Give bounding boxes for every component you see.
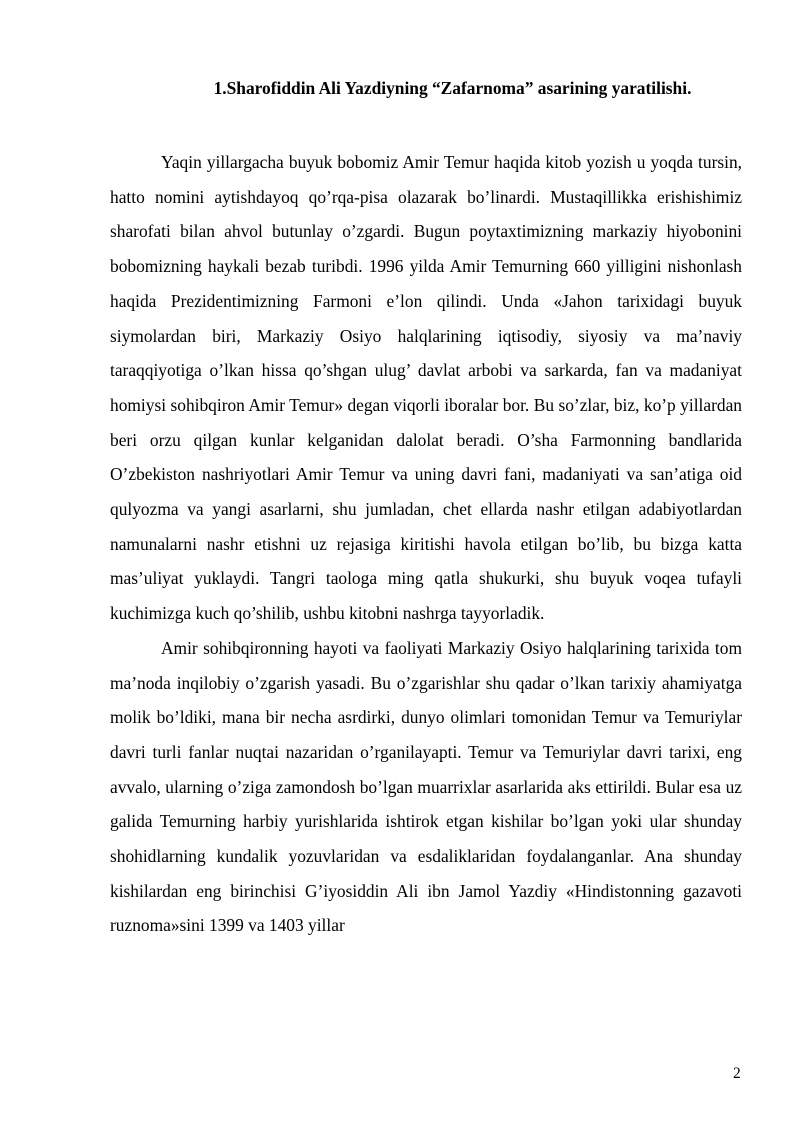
section-heading: 1.Sharofiddin Ali Yazdiyning “Zafarnoma” asarining yaratilishi.	[213, 78, 692, 98]
paragraph-1: Yaqin yillargacha buyuk bobomiz Amir Temur haqida kitob yozish u yoqda tursin, hatto nomini aytishdayoq qo’rqa-pisa olazarak bo’linardi. Mustaqillikka erishishimiz sharofati bilan ahvol butunlay o’zgardi. Bugun poytaxtimizning markaziy hiyobonini bobomizning haykali bezab turibdi. 1996 yilda Amir Temurning 660 yilligini nishonlash haqida Prezidentimizning Farmoni e’lon qilindi. Unda «Jahon tarixidagi buyuk siymolardan biri, Markaziy Osiyo halqlarining iqtisodiy, siyosiy va ma’naviy taraqqiyotiga o’lkan hissa qo’shgan ulug’ davlat arbobi va sarkarda, fan va madaniyat homiysi sohibqiron Amir Temur» degan viqorli iboralar bor. Bu so’zlar, biz, ko’p yillardan beri orzu qilgan kunlar kelganidan dalolat beradi. O’sha Farmonning bandlarida O’zbekiston nashriyotlari Amir Temur va uning davri fani, madaniyati va san’atiga oid qulyozma va yangi asarlarni, shu jumladan, chet ellarda nashr etilgan adabiyotlardan namunalarni nashr etishni uz rejasiga kiritishi havola etilgan bo’lib, bu bizga katta mas’uliyat yuklaydi. Tangri taologa ming qatla shukurki, shu buyuk voqea tufayli kuchimizga kuch qo’shilib, ushbu kitobni nashrga tayyorladik.	[110, 152, 742, 624]
page-number: 2	[733, 1065, 741, 1082]
body-text	[110, 145, 742, 943]
paragraph-2: Amir sohibqironning hayoti va faoliyati Markaziy Osiyo halqlarining tarixida tom ma’noda inqilobiy o’zgarish yasadi. Bu o’zgarishlar shu qadar o’lkan tarixiy ahamiyatga molik bo’ldiki, mana bir necha asrdirki, dunyo olimlari tomonidan Temur va Temuriylar davri turli fanlar nuqtai nazaridan o’rganilayapti. Temur va Temuriylar davri tarixi, eng avvalo, ularning o’ziga zamondosh bo’lgan muarrixlar asarlarida aks ettirildi. Bular esa uz galida Temurning harbiy yurishlarida ishtirok etgan kishilar bo’lgan yoki ular shunday shohidlarning kundalik yozuvlaridan va esdaliklaridan foydalanganlar. Ana shunday kishilardan eng birinchisi G’iyosiddin Ali ibn Jamol Yazdiy «Hindistonning gazavoti ruznoma»sini 1399 va 1403 yillar	[110, 637, 742, 936]
